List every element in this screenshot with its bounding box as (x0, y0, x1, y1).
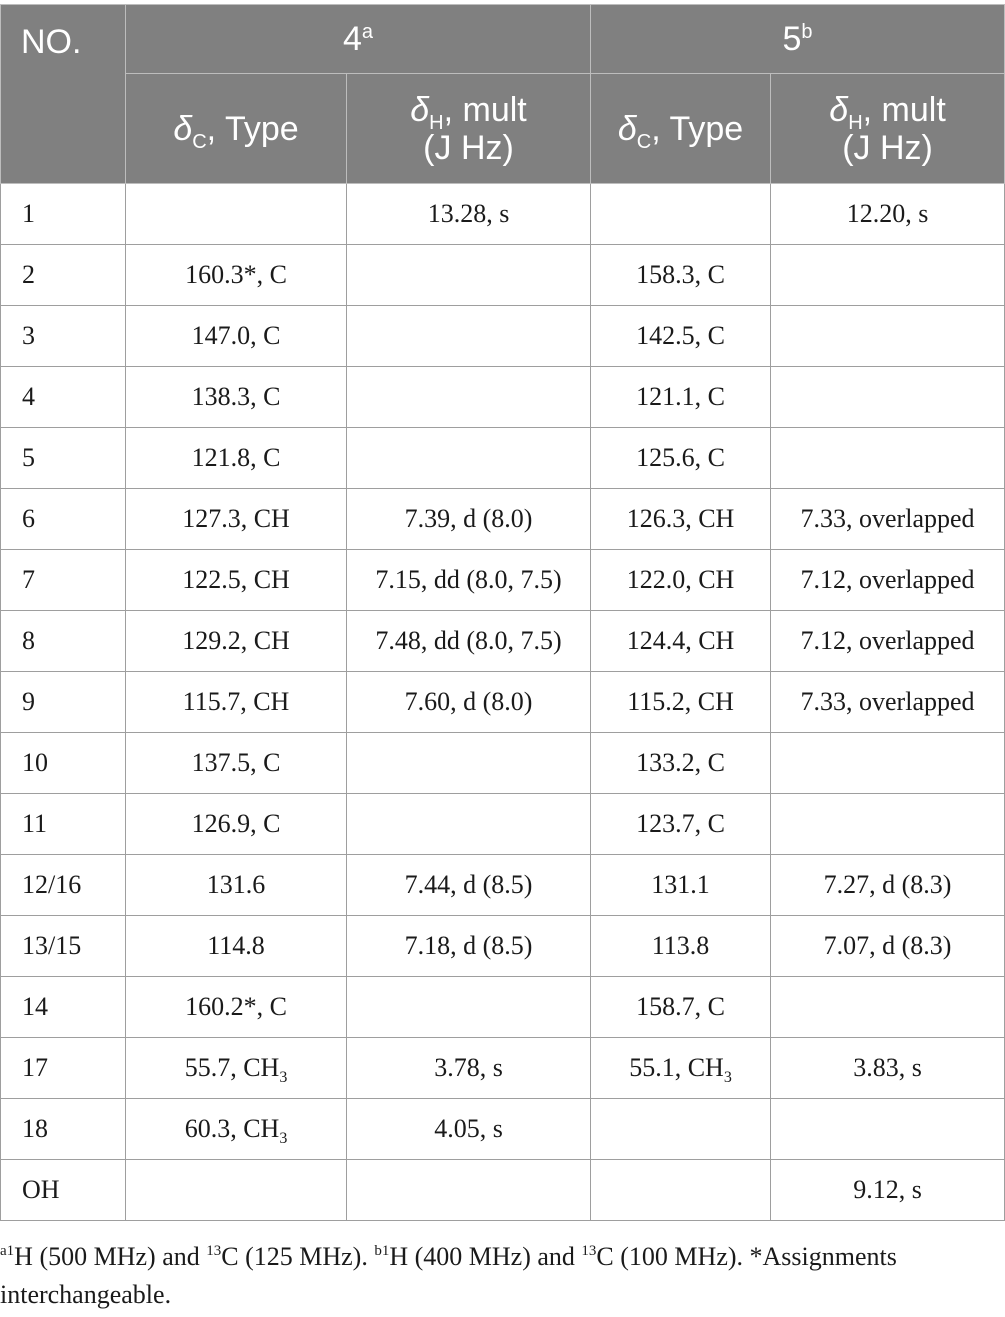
proton-shift-5 (771, 1099, 1005, 1160)
carbon-shift-5: 133.2, C (591, 733, 771, 794)
proton-shift-5 (771, 367, 1005, 428)
carbon-shift-4 (126, 1160, 347, 1221)
position-cell: 5 (1, 428, 126, 489)
table-row (1, 550, 1005, 611)
table-row (1, 1038, 1005, 1099)
proton-shift-5: 9.12, s (771, 1160, 1005, 1221)
footnote-a-c-text: C (125 MHz). (221, 1242, 375, 1271)
carbon-shift-4: 160.3*, C (126, 245, 347, 306)
header-compound-5 (591, 5, 1005, 74)
position-cell: 8 (1, 611, 126, 672)
footnote-a-h-text: H (500 MHz) and (14, 1242, 207, 1271)
header-row-columns (1, 74, 1005, 184)
carbon-shift-5 (591, 1099, 771, 1160)
footnote-b-h-text: H (400 MHz) and (389, 1242, 582, 1271)
table-row (1, 245, 1005, 306)
proton-shift-4: 4.05, s (347, 1099, 591, 1160)
footnote-b-mark: b (374, 1243, 382, 1259)
carbon-shift-5: 124.4, CH (591, 611, 771, 672)
carbon-shift-4: 129.2, CH (126, 611, 347, 672)
proton-shift-5: 12.20, s (771, 184, 1005, 245)
proton-shift-4: 13.28, s (347, 184, 591, 245)
carbon-shift-4: 138.3, C (126, 367, 347, 428)
proton-shift-4 (347, 306, 591, 367)
carbon-shift-4: 114.8 (126, 916, 347, 977)
carbon-shift-4: 127.3, CH (126, 489, 347, 550)
carbon-shift-5: 113.8 (591, 916, 771, 977)
carbon-shift-5: 158.3, C (591, 245, 771, 306)
carbon-shift-5: 126.3, CH (591, 489, 771, 550)
proton-shift-4: 7.60, d (8.0) (347, 672, 591, 733)
carbon-shift-4: 60.3, $CH_3$ (126, 1099, 347, 1160)
proton-shift-4 (347, 428, 591, 489)
footnote-a-mark: a (0, 1243, 7, 1259)
footnote-star-text: *Assignments interchangeable. (0, 1242, 897, 1309)
carbon-shift-5: 131.1 (591, 855, 771, 916)
position-cell: 6 (1, 489, 126, 550)
position-cell: 2 (1, 245, 126, 306)
table-row (1, 306, 1005, 367)
position-cell: 13/15 (1, 916, 126, 977)
position-cell: 3 (1, 306, 126, 367)
proton-shift-4 (347, 1160, 591, 1221)
footnote-b-h-isotope: 1 (381, 1243, 390, 1259)
position-cell: 1 (1, 184, 126, 245)
proton-shift-5: 7.12, overlapped (771, 611, 1005, 672)
carbon-shift-4: 131.6 (126, 855, 347, 916)
header-row-compounds (1, 5, 1005, 74)
footnote-a-h-isotope: 1 (6, 1243, 15, 1259)
carbon-shift-5: 115.2, CH (591, 672, 771, 733)
proton-shift-5 (771, 977, 1005, 1038)
table-row (1, 672, 1005, 733)
table-row (1, 1160, 1005, 1221)
proton-shift-5: 7.27, d (8.3) (771, 855, 1005, 916)
proton-shift-4: 7.48, dd (8.0, 7.5) (347, 611, 591, 672)
carbon-shift-4 (126, 184, 347, 245)
table-row (1, 733, 1005, 794)
position-cell: 18 (1, 1099, 126, 1160)
carbon-shift-4: 160.2*, C (126, 977, 347, 1038)
header-delta-h-mult-5: $\delta_H$, mult (J Hz) (771, 74, 1005, 184)
carbon-shift-5: 55.1, $CH_3$ (591, 1038, 771, 1099)
proton-shift-5: 7.33, overlapped (771, 489, 1005, 550)
footnote-b-c-text: C (100 MHz). (596, 1242, 750, 1271)
position-cell: 11 (1, 794, 126, 855)
position-cell: 14 (1, 977, 126, 1038)
proton-shift-4 (347, 794, 591, 855)
carbon-shift-4: 137.5, C (126, 733, 347, 794)
position-cell: 17 (1, 1038, 126, 1099)
table-row (1, 855, 1005, 916)
proton-shift-4 (347, 733, 591, 794)
footnote-a-c-isotope: 13 (206, 1243, 222, 1259)
compound-4-note: a (361, 21, 374, 43)
proton-shift-5: 7.33, overlapped (771, 672, 1005, 733)
position-cell: 12/16 (1, 855, 126, 916)
header-compound-4 (126, 5, 591, 74)
table-header (1, 5, 1005, 184)
carbon-shift-5 (591, 1160, 771, 1221)
proton-shift-4: 7.18, d (8.5) (347, 916, 591, 977)
header-delta-c-type-5: $\delta_C$, Type (591, 74, 771, 184)
position-cell: 10 (1, 733, 126, 794)
table-body (1, 184, 1005, 1221)
position-cell: 4 (1, 367, 126, 428)
header-no (1, 5, 126, 184)
proton-shift-5 (771, 428, 1005, 489)
table-row (1, 367, 1005, 428)
table-row (1, 1099, 1005, 1160)
position-cell: 9 (1, 672, 126, 733)
carbon-shift-4: 55.7, $CH_3$ (126, 1038, 347, 1099)
table-row (1, 916, 1005, 977)
proton-shift-4: 7.39, d (8.0) (347, 489, 591, 550)
carbon-shift-4: 121.8, C (126, 428, 347, 489)
position-cell: OH (1, 1160, 126, 1221)
proton-shift-4: 7.44, d (8.5) (347, 855, 591, 916)
proton-shift-5: 3.83, s (771, 1038, 1005, 1099)
proton-shift-4: 7.15, dd (8.0, 7.5) (347, 550, 591, 611)
header-delta-h-mult-4: $\delta_H$, mult (J Hz) (347, 74, 591, 184)
proton-shift-5: 7.07, d (8.3) (771, 916, 1005, 977)
carbon-shift-4: 147.0, C (126, 306, 347, 367)
table-row (1, 611, 1005, 672)
carbon-shift-4: 122.5, CH (126, 550, 347, 611)
table-row (1, 428, 1005, 489)
proton-shift-5 (771, 306, 1005, 367)
nmr-data-table (0, 4, 1005, 1221)
compound-5-label: 5 (782, 20, 802, 58)
carbon-shift-4: 126.9, C (126, 794, 347, 855)
table-row (1, 184, 1005, 245)
carbon-shift-5: 158.7, C (591, 977, 771, 1038)
table-row (1, 977, 1005, 1038)
proton-shift-4: 3.78, s (347, 1038, 591, 1099)
proton-shift-5 (771, 794, 1005, 855)
table-footnote (0, 1238, 1000, 1314)
compound-5-note: b (801, 21, 813, 43)
carbon-shift-5: 142.5, C (591, 306, 771, 367)
carbon-shift-5: 125.6, C (591, 428, 771, 489)
header-no-label: NO. (21, 23, 82, 61)
proton-shift-4 (347, 977, 591, 1038)
proton-shift-4 (347, 367, 591, 428)
proton-shift-5: 7.12, overlapped (771, 550, 1005, 611)
proton-shift-5 (771, 733, 1005, 794)
proton-shift-5 (771, 245, 1005, 306)
carbon-shift-5: 123.7, C (591, 794, 771, 855)
footnote-b-c-isotope: 13 (581, 1243, 597, 1259)
compound-4-label: 4 (342, 20, 362, 58)
header-delta-c-type-4: $\delta_C$, Type (126, 74, 347, 184)
table-row (1, 794, 1005, 855)
proton-shift-4 (347, 245, 591, 306)
carbon-shift-5: 121.1, C (591, 367, 771, 428)
carbon-shift-5: 122.0, CH (591, 550, 771, 611)
carbon-shift-4: 115.7, CH (126, 672, 347, 733)
position-cell: 7 (1, 550, 126, 611)
table-row (1, 489, 1005, 550)
carbon-shift-5 (591, 184, 771, 245)
